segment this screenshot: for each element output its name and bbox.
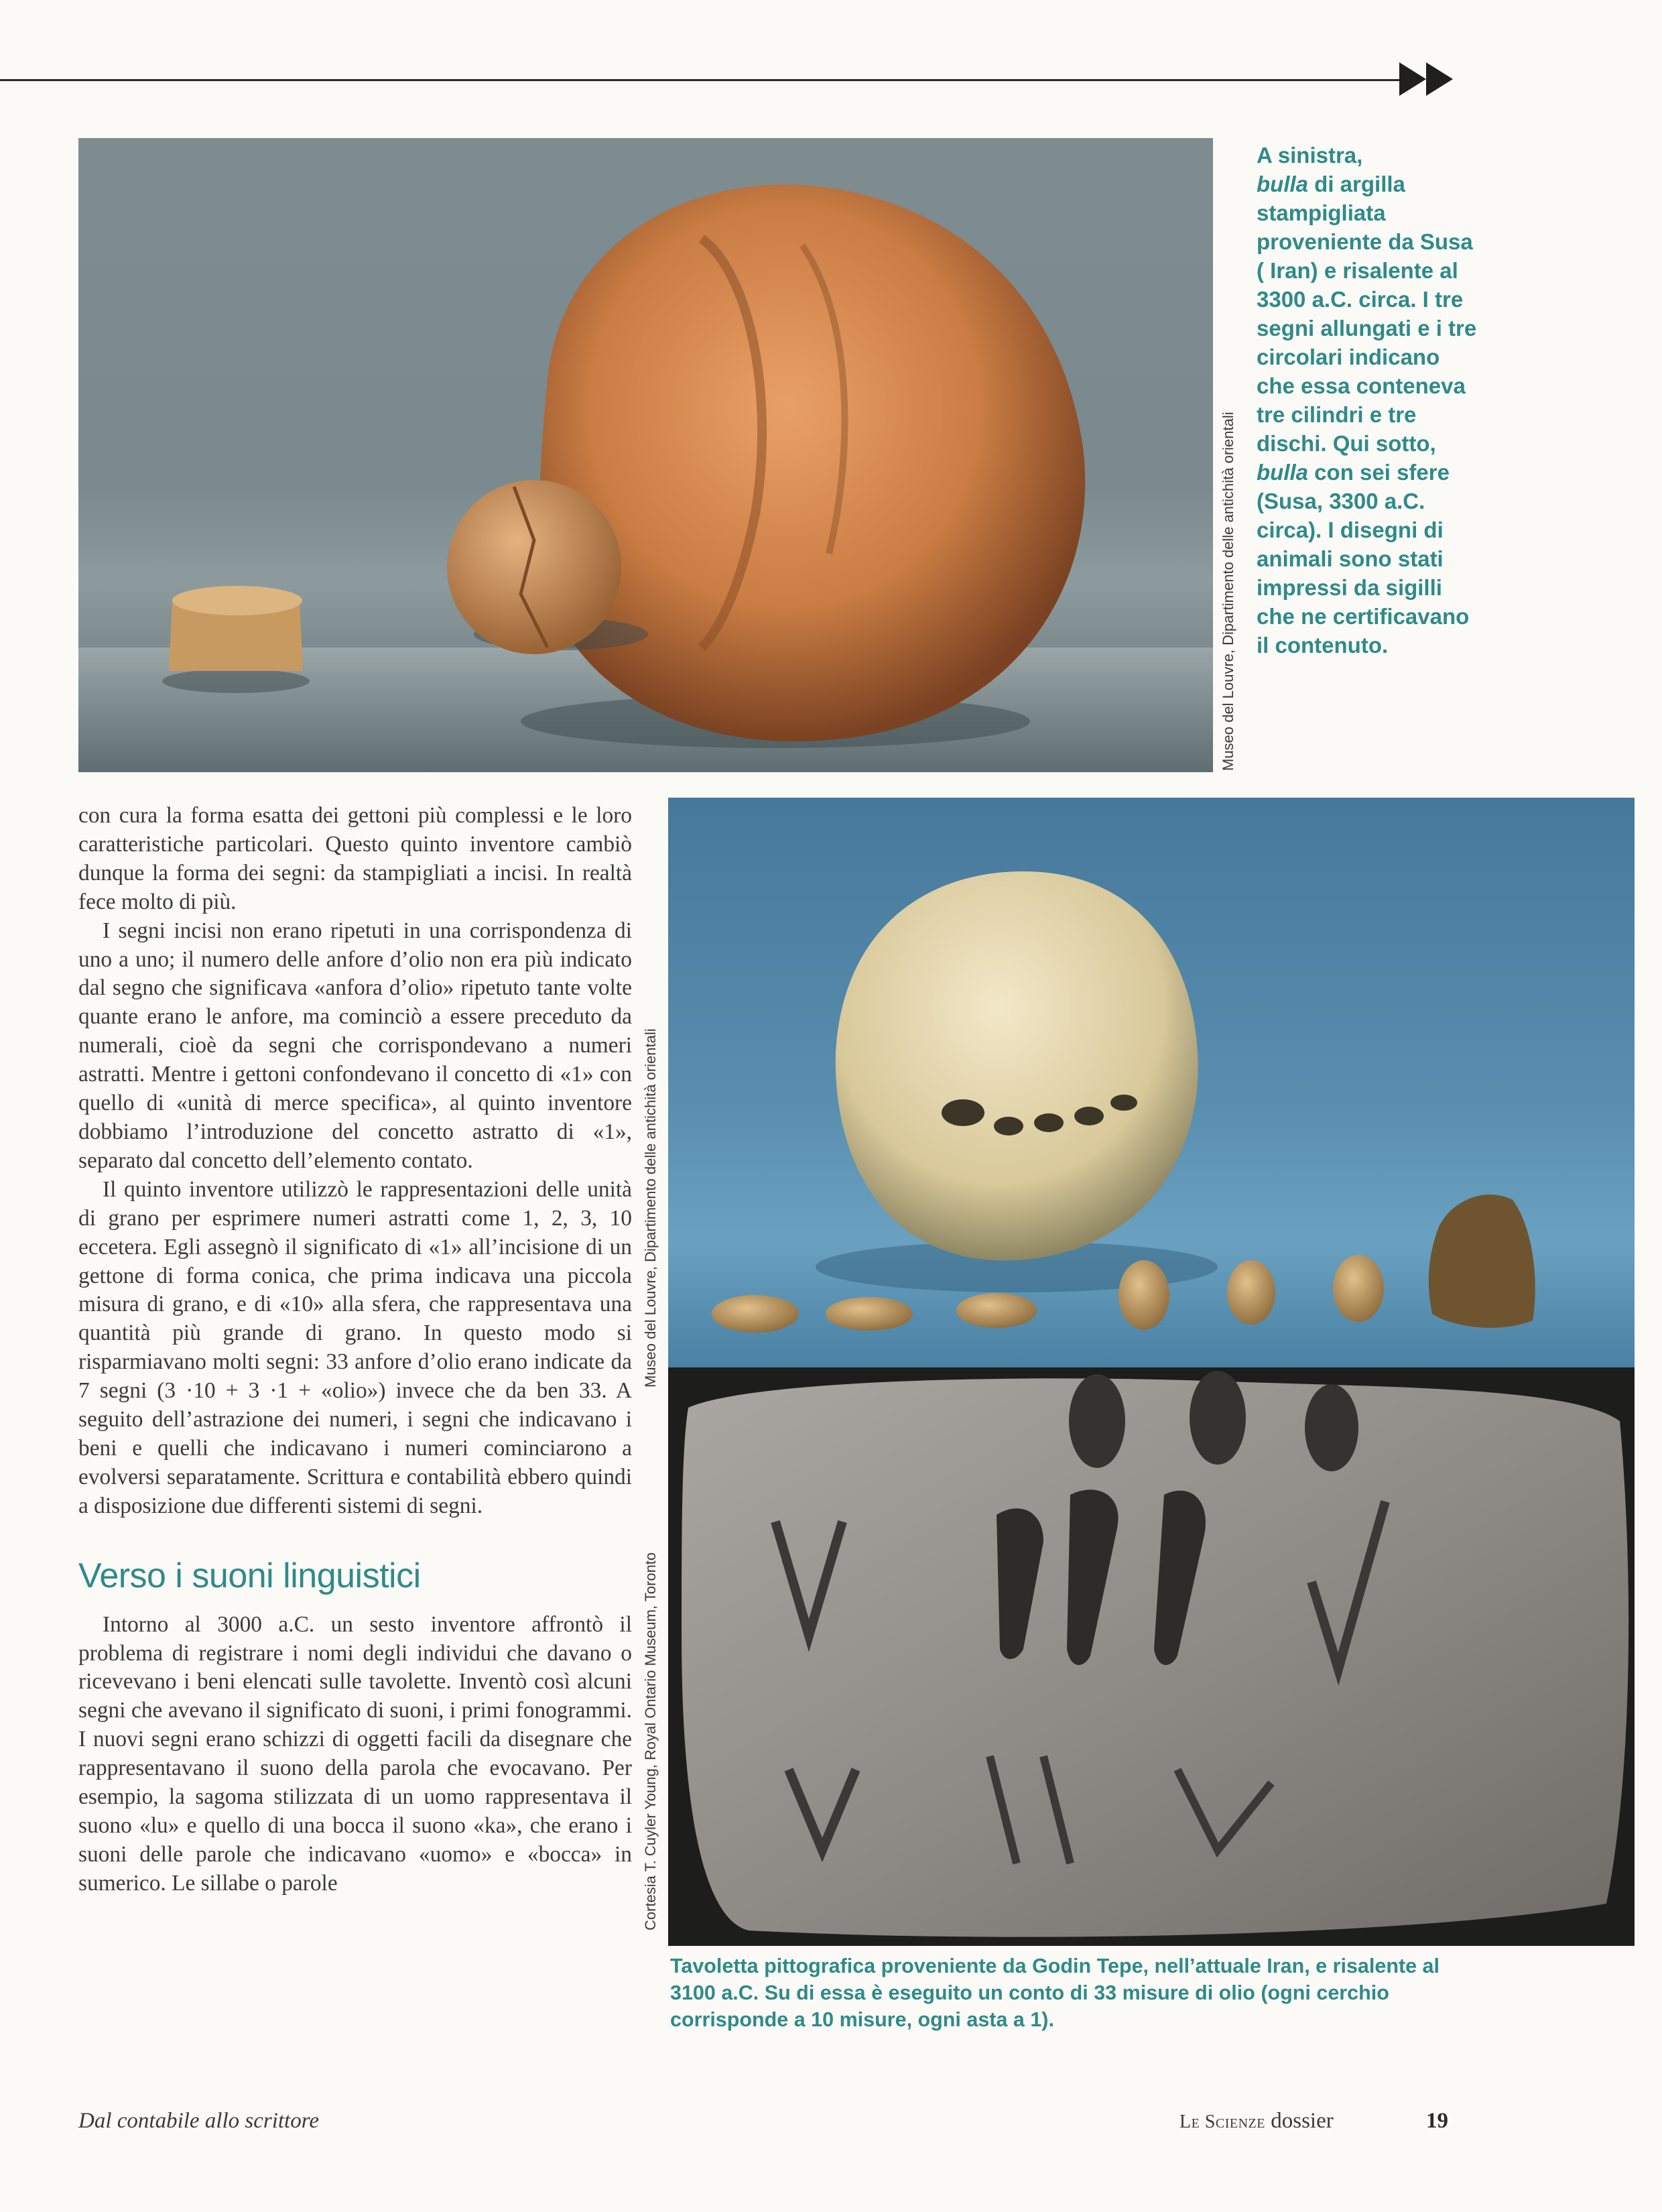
caption-bottom: Tavoletta pittografica proveniente da Godin Tepe, nell’attuale Iran, e risalente al 3100 a.C. Su di essa è eseguito un conto di 33 misure di olio (ogni cerchio corrisponde a 10 misure, ogni asta a 1). <box>670 1955 1440 2031</box>
footer-article-title: Dal contabile allo scrittore <box>78 2109 319 2133</box>
magazine-name: Le Scienze <box>1179 2111 1265 2132</box>
article-body <box>78 802 632 1898</box>
photo-tablet-godin-tepe <box>668 1367 1635 1946</box>
paragraph-2: I segni incisi non erano ripetuti in una corrispondenza di uno a uno; il numero delle anfore d’olio non era più indicato dal segno che significava «anfora d’olio» ripetuto tante volte quante erano le anfore, ma cominciò a essere preceduto da numerali, cioè da segni che corrispondevano a numeri astratti. Mentre i gettoni confondevano il concetto di «1» con quello di «unità di merce specifica», al quinto inventore dobbiamo l’introduzione del concetto astratto di «1», separato dal concetto dell’elemento contato. <box>78 918 632 1173</box>
section-heading: Verso i suoni linguistici <box>78 1556 421 1595</box>
photo-bulla-susa <box>78 138 1213 772</box>
photo-credit-bottom: Cortesia T. Cuyler Young, Royal Ontario Museum, Toronto <box>642 1552 659 1930</box>
paragraph-1: con cura la forma esatta dei gettoni più complessi e le loro caratteristiche particolari. Questo quinto inventore cambiò dunque la forma dei segni: da stampigliati a incisi. In realtà fece molto di più. <box>78 803 632 914</box>
caption-right-text: A sinistra, bulla di argilla stampigliata proveniente da Susa ( Iran) e risalente al 3300 a.C. circa. I tre segni allungati e i tre circolari indicano che essa conteneva tre cilindri e tre dischi. Qui sotto, bulla con sei sfere (Susa, 3300 a.C. circa). I disegni di animali sono stati impressi da sigilli che ne certificavano il contenuto. <box>1257 143 1477 658</box>
paragraph-3: Il quinto inventore utilizzò le rappresentazioni delle unità di grano per esprimere numeri astratti come 1, 2, 3, 10 eccetera. Egli assegnò il significato di «1» all’incisione di un gettone di forma conica, che prima indicava una piccola misura di grano, e di «10» alla sfera, che rappresentava una quantità più grande di grano. In questo modo si risparmiavano molti segni: 33 anfore d’olio erano indicate da 7 segni (3 ·10 + 3 ·1 + «olio») invece che da ben 33. A seguito dell’astrazione dei numeri, i segni che indicavano i beni e quelli che indicavano i numeri cominciarono a evolversi separatamente. Scrittura e contabilità ebbero quindi a disposizione due differenti sistemi di segni. <box>78 1176 632 1518</box>
photo-credit-top: Museo del Louvre, Dipartimento delle antichità orientali <box>1220 412 1236 771</box>
page-number: 19 <box>1426 2109 1448 2133</box>
photo-bulla-tokens <box>668 798 1635 1367</box>
paragraph-4: Intorno al 3000 a.C. un sesto inventore affrontò il problema di registrare i nomi degli individui che davano o ricevevano i beni elencati sulle tavolette. Inventò così alcuni segni che avevano il significato di suoni, i primi fonogrammi. I nuovi segni erano schizzi di oggetti facili da disegnare che rappresentavano il suono della parola che evocavano. Per esempio, la sagoma stilizzata di un uomo rappresentava il suono «lu» e quello di una bocca il suono «ka», che erano i suoni delle parole che indicavano «uomo» e «bocca» in sumerico. Le sillabe o parole <box>78 1611 632 1896</box>
footer-magazine <box>1179 2109 1334 2134</box>
next-page-arrow-icon <box>1399 59 1460 99</box>
magazine-section: dossier <box>1271 2109 1334 2133</box>
photo-credit-middle: Museo del Louvre, Dipartimento delle antichità orientali <box>642 1028 659 1388</box>
top-rule <box>0 79 1404 81</box>
caption-right <box>1257 141 1478 660</box>
